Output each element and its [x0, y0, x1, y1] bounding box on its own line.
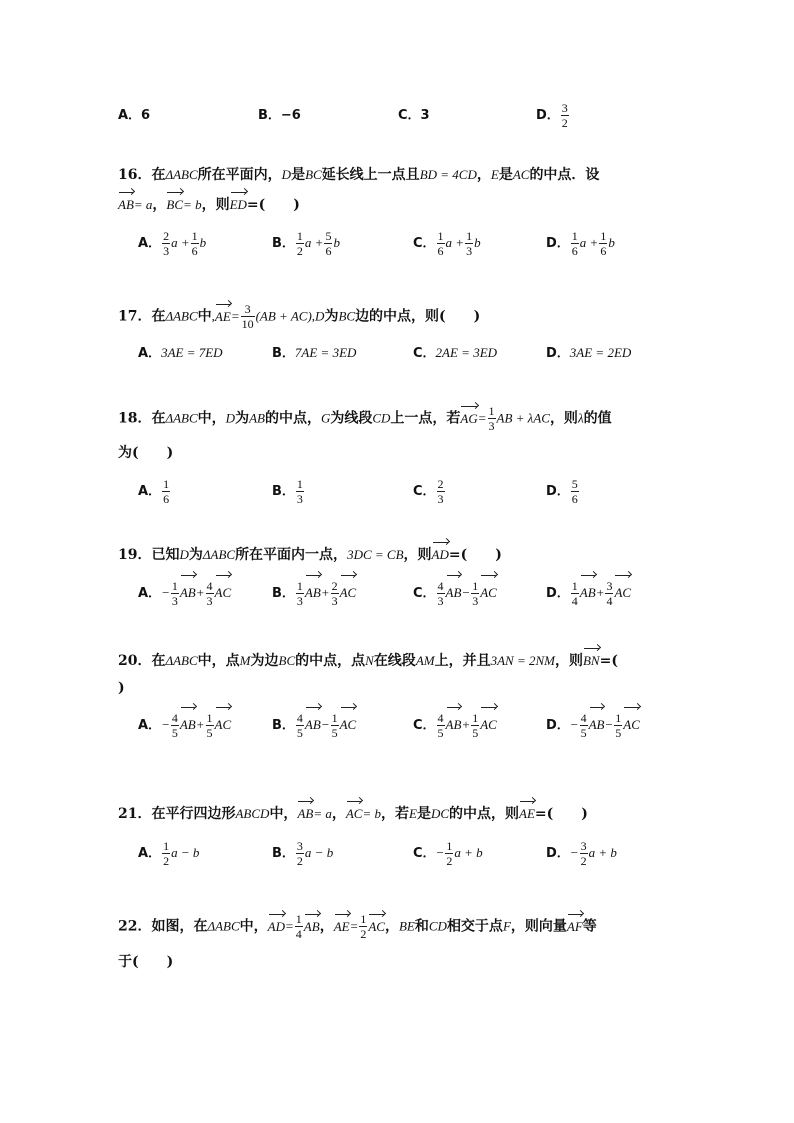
q21-option-d[interactable]: D．− $\frac{3}{2}$ a + b [546, 838, 617, 868]
question-16-line-1: 16．在ΔABC所在平面内，D是BC延长线上一点且BD = 4CD，E是AC的中点．设 [118, 167, 600, 183]
q17-option-b[interactable]: B．7AE = 3ED [272, 345, 357, 361]
q17-option-a[interactable]: A．3AE = 7ED [138, 345, 223, 361]
q19-option-b[interactable]: B． $\frac{1}{3}$ AB+ $\frac{2}{3}$ AC [272, 578, 357, 608]
q15-option-a[interactable]: A．6 [118, 108, 151, 123]
question-20-line-2: ) [118, 680, 125, 696]
q18-option-d[interactable]: D． $\frac{5}{6}$ [546, 476, 578, 506]
vector-bc: BC [166, 195, 183, 215]
vector-ae: AE [334, 917, 350, 937]
q16-option-c[interactable]: C． $\frac{1}{6}$ a + $\frac{1}{3}$ b [413, 228, 481, 258]
vector-ad: AD [268, 917, 285, 937]
q16-option-a[interactable]: A． $\frac{2}{3}$ a + $\frac{1}{6}$ b [138, 228, 207, 258]
question-19: 19．已知D为ΔABC所在平面内一点，3DC = CB，则AD=( ) [118, 547, 502, 563]
q19-option-c[interactable]: C． $\frac{4}{3}$ AB− $\frac{1}{3}$ AC [413, 578, 497, 608]
vector-ag: AG [460, 409, 477, 429]
q18-option-b[interactable]: B． $\frac{1}{3}$ [272, 476, 303, 506]
fraction: $\frac{3}{2}$ [561, 100, 568, 130]
q15-option-d[interactable]: D． $\frac{3}{2}$ [536, 100, 568, 130]
vector-ae: AE [215, 307, 231, 327]
q20-option-d[interactable]: D．− $\frac{4}{5}$ AB− $\frac{1}{5}$ AC [546, 710, 640, 740]
vector-af: AF [567, 917, 583, 937]
vector-ab: AB [297, 804, 313, 824]
vector-ab: AB [118, 195, 134, 215]
q16-option-d[interactable]: D． $\frac{1}{6}$ a + $\frac{1}{6}$ b [546, 228, 615, 258]
vector-bn: BN [583, 651, 600, 671]
q21-options [118, 838, 688, 868]
vector-ac: AC [368, 917, 385, 937]
q16-options [118, 228, 688, 258]
q21-option-b[interactable]: B． $\frac{3}{2}$ a − b [272, 838, 334, 868]
question-20-line-1: 20．在ΔABC中，点M为边BC的中点，点N在线段AM上，并且3AN = 2NM，则BN=( [118, 653, 618, 669]
q17-options [118, 338, 688, 368]
q15-options [118, 100, 688, 130]
q17-option-d[interactable]: D．3AE = 2ED [546, 345, 632, 361]
q15-option-b[interactable]: B．−6 [258, 108, 301, 123]
q20-option-a[interactable]: A．− $\frac{4}{5}$ AB+ $\frac{1}{5}$ AC [138, 710, 232, 740]
vector-ae: AE [519, 804, 535, 824]
q20-options [118, 710, 688, 740]
question-18-line-2: 为( ) [118, 445, 174, 461]
question-17: 17．在ΔABC中,AE= $\frac{3}{10}$ (AB + AC),D为BC边的中点，则( ) [118, 302, 481, 331]
vector-ed: ED [230, 195, 247, 215]
q16-option-b[interactable]: B． $\frac{1}{2}$ a + $\frac{5}{6}$ b [272, 228, 340, 258]
q17-option-c[interactable]: C．2AE = 3ED [413, 345, 498, 361]
q18-option-a[interactable]: A． $\frac{1}{6}$ [138, 476, 170, 506]
q19-option-a[interactable]: A．− $\frac{1}{3}$ AB+ $\frac{4}{3}$ AC [138, 578, 232, 608]
q21-option-a[interactable]: A． $\frac{1}{2}$ a − b [138, 838, 200, 868]
vector-ab: AB [304, 917, 320, 937]
question-22-line-1: 22．如图，在ΔABC中，AD= $\frac{1}{4}$ AB，AE= $\frac{1}{2}$ AC，BE和CD相交于点F，则向量AF等 [118, 912, 597, 941]
q18-option-c[interactable]: C． $\frac{2}{3}$ [413, 476, 444, 506]
q20-option-c[interactable]: C． $\frac{4}{5}$ AB+ $\frac{1}{5}$ AC [413, 710, 497, 740]
q19-option-d[interactable]: D． $\frac{1}{4}$ AB+ $\frac{3}{4}$ AC [546, 578, 632, 608]
question-21: 21．在平行四边形ABCD中，AB= a，AC= b，若E是DC的中点，则AE=( ) [118, 806, 588, 822]
q19-options [118, 578, 688, 608]
question-22-line-2: 于( ) [118, 954, 174, 970]
q18-options [118, 476, 688, 506]
vector-ac: AC [346, 804, 363, 824]
q20-option-b[interactable]: B． $\frac{4}{5}$ AB− $\frac{1}{5}$ AC [272, 710, 357, 740]
question-18-line-1: 18．在ΔABC中，D为AB的中点，G为线段CD上一点，若AG= $\frac{1}{3}$ AB + λAC，则λ的值 [118, 404, 612, 433]
q15-option-c[interactable]: C．3 [398, 108, 430, 123]
q21-option-c[interactable]: C．− $\frac{1}{2}$ a + b [413, 838, 483, 868]
vector-ad: AD [432, 545, 449, 565]
question-16-line-2: AB= a，BC= b，则ED=( ) [118, 197, 300, 213]
